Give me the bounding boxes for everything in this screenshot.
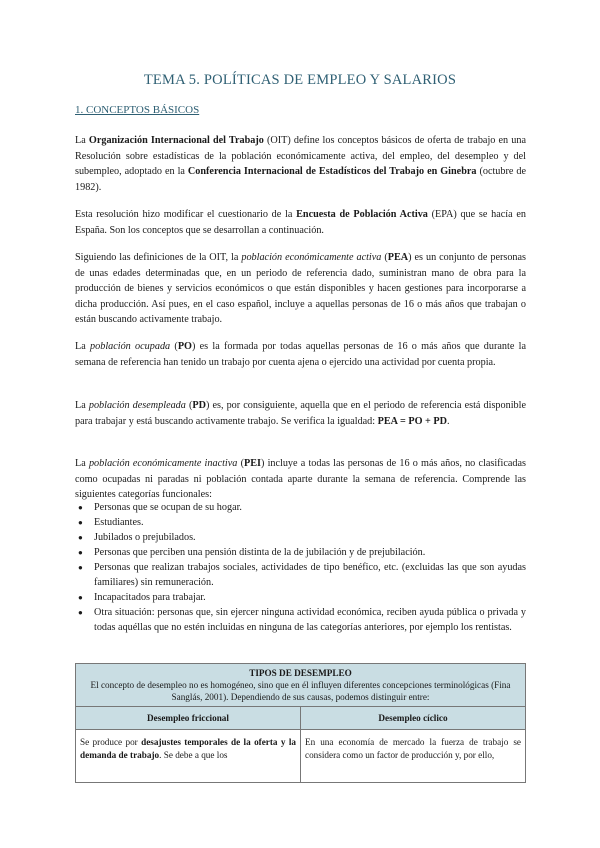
list-item: ● Personas que se ocupan de su hogar. xyxy=(75,500,526,515)
list-item: ● Personas que realizan trabajos sociales, actividades de tipo benéfico, etc. (excluidas las que son ayudas familiares) sin remuneración. xyxy=(75,560,526,590)
paragraph-pd xyxy=(75,398,526,429)
table-header xyxy=(76,664,526,707)
bold-term: PD xyxy=(192,400,206,411)
table-row xyxy=(76,730,526,783)
bold-term: Encuesta de Población Activa xyxy=(296,209,428,220)
table-subtitle: El concepto de desempleo no es homogéneo, sino que en él influyen diferentes concepciones terminológicas (Fina Sanglás, 2001). Dependiendo de sus causas, podemos distinguir entre: xyxy=(90,680,511,702)
text: ( xyxy=(185,400,193,411)
paragraph-pea xyxy=(75,250,526,328)
text: . xyxy=(447,415,450,427)
table-title: TIPOS DE DESEMPLEO xyxy=(249,668,352,678)
text: La xyxy=(75,458,89,469)
bold-term: Organización Internacional del Trabajo xyxy=(88,135,264,146)
text: (EPA) que se hacía en España. Son los conceptos que se desarrollan a continuación. xyxy=(75,209,526,236)
italic-term: población ocupada xyxy=(90,341,171,352)
table-header-row xyxy=(76,664,526,707)
text: Esta resolución hizo modificar el cuestionario de la xyxy=(75,209,297,220)
list-item: ● Jubilados o prejubilados. xyxy=(75,530,526,545)
bold-term: PEA xyxy=(387,252,409,263)
section-heading: 1. CONCEPTOS BÁSICOS xyxy=(75,104,200,116)
text: La xyxy=(75,400,89,411)
text: . Se debe a que los xyxy=(159,749,228,760)
text: (OIT) define los conceptos básicos de oferta de trabajo en una Resolución sobre estadísticas de la población económicamente activa, del empleo, del desempleo y del subempleo, adoptado en la xyxy=(75,135,527,177)
text: ) es, por consiguiente, aquella que en el periodo de referencia está disponible para trabajar y está buscando activamente trabajo. Se verifica la igualdad: xyxy=(75,400,526,427)
list-item: ● Personas que perciben una pensión distinta de la de jubilación y de prejubilación. xyxy=(75,545,526,560)
text: ) es un conjunto de personas de unas edades determinadas que, en un periodo de referencia dado, suministran mano de obra para la producción de bienes y servicios económicos o que están disponibles y hacen gestiones para incorporarse a dicha producción. Así pues, en el caso español, incluye a aquellas personas de 16 o más años que trabajan o están buscando activamente trabajo. xyxy=(75,252,526,325)
bold-term: PO xyxy=(177,341,192,352)
text: ( xyxy=(237,458,244,469)
text: ) es la formada por todas aquellas personas de 16 o más años que durante la semana de referencia han tenido un trabajo por cuenta ajena o ejercido una actividad por cuenta propia. xyxy=(75,341,526,368)
paragraph-oit xyxy=(75,133,526,195)
paragraph-pei xyxy=(75,456,526,503)
italic-term: población económicamente activa xyxy=(241,252,382,263)
table-cell-ciclico: En una economía de mercado la fuerza de trabajo se considera como un factor de producción y, por ello, xyxy=(301,730,526,783)
text: Siguiendo las definiciones de la OIT, la xyxy=(75,252,242,263)
text: ) incluye a todas las personas de 16 o más años, no clasificadas como ocupadas ni paradas ni población contada aparte durante la semana de referencia. Comprende las siguientes categorías funcionales: xyxy=(75,458,526,500)
list-item: ● Estudiantes. xyxy=(75,515,526,530)
text: ( xyxy=(381,252,388,263)
italic-term: población económicamente inactiva xyxy=(88,458,238,469)
column-header-ciclico: Desempleo cíclico xyxy=(301,707,526,730)
column-header-friccional: Desempleo friccional xyxy=(76,707,301,730)
bold-term: Conferencia Internacional de Estadísticos del Trabajo en Ginebra xyxy=(187,166,477,177)
list-item: ● Otra situación: personas que, sin ejercer ninguna actividad económica, reciben ayuda pública o privada y todas aquéllas que no estén incluidas en ninguna de las categorías anteriores, por ejemplo los rentistas. xyxy=(75,605,526,635)
equation: PEA = PO + PD xyxy=(377,415,447,427)
table-column-headers xyxy=(76,707,526,730)
text: La xyxy=(75,341,91,352)
text: Se produce por xyxy=(80,737,142,747)
unemployment-types-table xyxy=(75,663,526,783)
paragraph-po xyxy=(75,339,526,370)
list-item: ● Incapacitados para trabajar. xyxy=(75,590,526,605)
italic-term: población desempleada xyxy=(88,400,186,411)
page-title: TEMA 5. POLÍTICAS DE EMPLEO Y SALARIOS xyxy=(143,72,457,88)
paragraph-epa xyxy=(75,207,526,238)
categories-list xyxy=(75,500,526,635)
text: ( xyxy=(170,341,178,352)
text: (octubre de 1982). xyxy=(75,166,526,193)
bold-term: desajustes temporales de la oferta y la demanda de trabajo xyxy=(80,737,296,760)
bold-term: PEI xyxy=(243,458,261,469)
table-cell-friccional xyxy=(76,730,301,783)
text: La xyxy=(75,135,89,146)
